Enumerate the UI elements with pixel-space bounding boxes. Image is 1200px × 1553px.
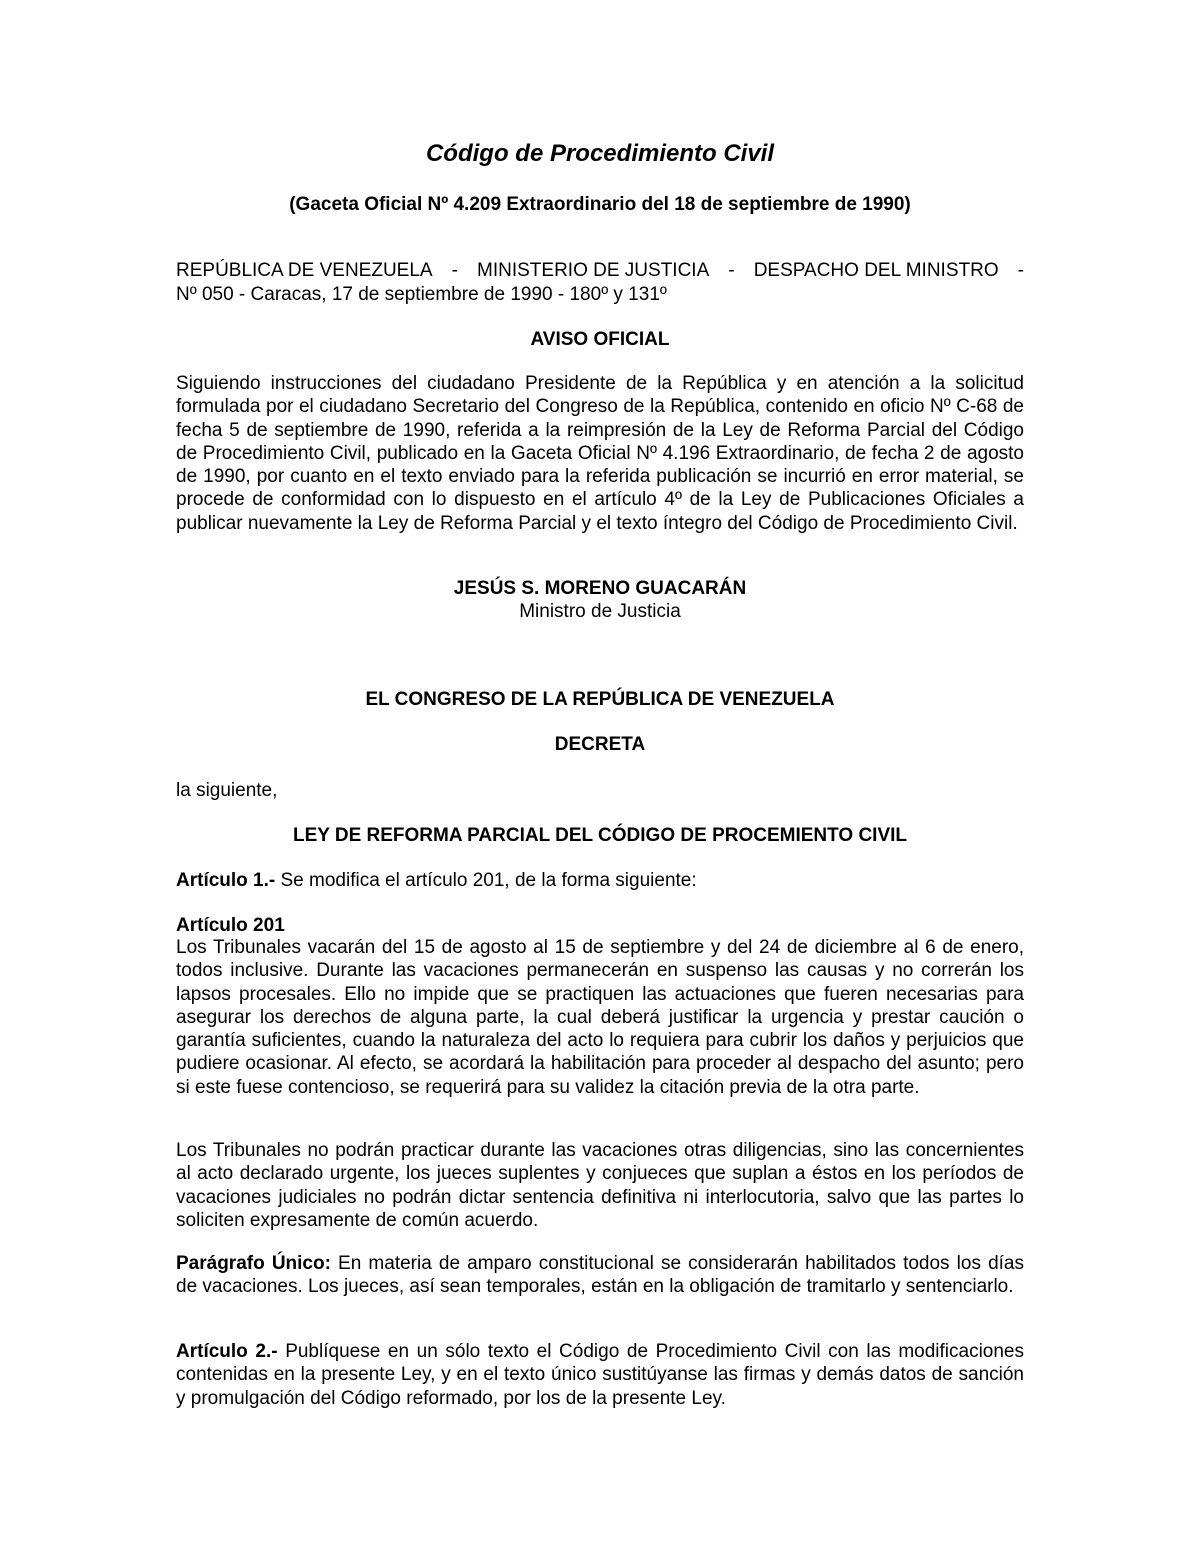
single-paragraph: [176, 1252, 1024, 1299]
article-2-text: Publíquese en un sólo texto el Código de Procedimiento Civil con las modificaciones contenidas en la presente Ley, y en el texto único sustitúyanse las firmas y demás datos de sanción y promulgación del Código reformado, por los de la presente Ley.: [176, 1341, 1025, 1409]
article-1: [176, 869, 1024, 892]
gazette-reference: (Gaceta Oficial Nº 4.209 Extraordinario del 18 de septiembre de 1990): [289, 194, 911, 215]
header-separator: -: [1017, 260, 1024, 281]
article-201-paragraph-1: Los Tribunales vacarán del 15 de agosto al 15 de septiembre y del 24 de diciembre al 6 de enero, todos inclusive. Durante las vacaciones permanecerán en suspenso las causas y no correrán los lapsos procesales. Ello no impide que se practiquen las actuaciones que fueren necesarias para asegurar los derechos de alguna parte, la cual deberá justificar la urgencia y prestar caución o garantía suficientes, cuando la naturaleza del acto lo requiera para cubrir los daños y perjuicios que pudiere ocasionar. Al efecto, se acordará la habilitación para proceder al despacho del asunto; pero si este fuese contencioso, se requerirá para su validez la citación previa de la otra parte.: [176, 937, 1024, 1098]
signatory-title: Ministro de Justicia: [519, 601, 681, 622]
header-separator: -: [451, 260, 458, 281]
ministry-header-line2: Nº 050 - Caracas, 17 de septiembre de 1990 - 180º y 131º: [176, 284, 667, 305]
header-republic: REPÚBLICA DE VENEZUELA: [176, 260, 433, 281]
header-separator: -: [728, 260, 735, 281]
notice-paragraph: Siguiendo instrucciones del ciudadano Presidente de la República y en atención a la solicitud formulada por el ciudadano Secretario del Congreso de la República, contenido en oficio Nº C-68 de fecha 5 de septiembre de 1990, referida a la reimpresión de la Ley de Reforma Parcial del Código de Procedimiento Civil, publicado en la Gaceta Oficial Nº 4.196 Extraordinario, de fecha 2 de agosto de 1990, por cuanto en el texto enviado para la referida publicación se incurrió en error material, se procede de conformidad con lo dispuesto en el artículo 4º de la Ley de Publicaciones Oficiales a publicar nuevamente la Ley de Reforma Parcial y el texto íntegro del Código de Procedimiento Civil.: [176, 373, 1024, 534]
document-title: Código de Procedimiento Civil: [425, 140, 775, 167]
article-2-label: Artículo 2.-: [176, 1341, 278, 1362]
intro-text: la siguiente,: [176, 780, 278, 801]
law-title: LEY DE REFORMA PARCIAL DEL CÓDIGO DE PROCEMIENTO CIVIL: [292, 825, 908, 846]
decree-heading: DECRETA: [554, 734, 646, 755]
header-office: DESPACHO DEL MINISTRO: [753, 260, 999, 281]
single-paragraph-text: En materia de amparo constitucional se considerarán habilitados todos los días de vacaciones. Los jueces, así sean temporales, están en la obligación de tramitarlo y sentenciarlo.: [176, 1253, 1024, 1298]
ministry-header: [176, 260, 1024, 282]
notice-heading: AVISO OFICIAL: [530, 329, 670, 350]
article-1-label: Artículo 1.-: [176, 870, 276, 891]
header-ministry: MINISTERIO DE JUSTICIA: [477, 260, 710, 281]
signatory-name: JESÚS S. MORENO GUACARÁN: [453, 578, 747, 599]
article-1-text: Se modifica el artículo 201, de la forma siguiente:: [275, 870, 697, 891]
article-201-heading: Artículo 201: [176, 915, 285, 936]
congress-heading: EL CONGRESO DE LA REPÚBLICA DE VENEZUELA: [365, 689, 835, 710]
document-page: [176, 0, 1024, 1553]
single-paragraph-label: Parágrafo Único:: [176, 1253, 331, 1274]
article-201-paragraph-2: Los Tribunales no podrán practicar durante las vacaciones otras diligencias, sino las concernientes al acto declarado urgente, los jueces suplentes y conjueces que suplan a éstos en los períodos de vacaciones judiciales no podrán dictar sentencia definitiva ni interlocutoria, salvo que las partes lo soliciten expresamente de común acuerdo.: [176, 1140, 1024, 1231]
article-2: [176, 1340, 1024, 1410]
